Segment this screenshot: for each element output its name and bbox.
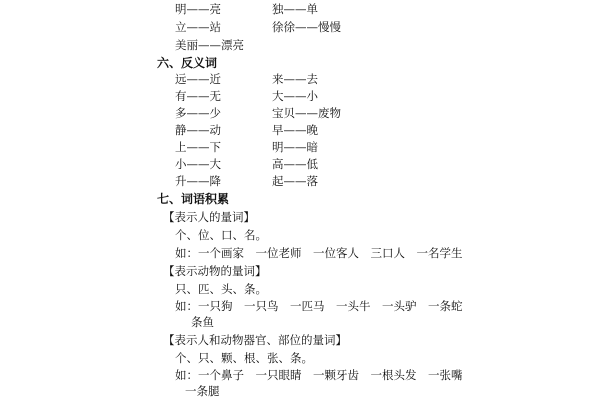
- antonym-pair: 大——小: [272, 89, 318, 103]
- organ-measure-title: 【表示人和动物器官、部位的量词】: [163, 333, 347, 347]
- organ-measure-example: 如：一个鼻子 一只眼睛 一颗牙齿 一根头发 一张嘴: [175, 368, 463, 382]
- antonym-pair: 小——大: [175, 157, 221, 171]
- antonym-pair: 明——暗: [272, 140, 318, 154]
- antonym-pair: 多——少: [175, 106, 221, 120]
- antonym-pair: 上——下: [175, 140, 221, 154]
- antonym-pair: 来——去: [272, 72, 318, 86]
- antonym-pair: 静——动: [175, 123, 221, 137]
- antonym-pair: 有——无: [175, 89, 221, 103]
- people-measure-title: 【表示人的量词】: [163, 210, 255, 224]
- antonym-pair: 起——落: [272, 174, 318, 188]
- antonym-pair: 远——近: [175, 72, 221, 86]
- antonym-pair: 宝贝——废物: [272, 106, 341, 120]
- animal-measure-example: 如：一只狗 一只鸟 一匹马 一头牛 一头驴 一条蛇: [175, 299, 463, 313]
- animal-measure-words: 只、匹、头、条。: [175, 282, 267, 296]
- antonym-pair: 升——降: [175, 174, 221, 188]
- people-measure-example: 如：一个画家 一位老师 一位客人 三口人 一名学生: [175, 246, 463, 260]
- organ-measure-example-cont: 一条腿: [185, 384, 220, 398]
- antonym-pair: 高——低: [272, 157, 318, 171]
- people-measure-words: 个、位、口、名。: [175, 228, 267, 242]
- animal-measure-title: 【表示动物的量词】: [163, 264, 267, 278]
- synonym-pair: 徐徐——慢慢: [272, 20, 341, 34]
- synonym-pair: 独——单: [272, 2, 318, 16]
- synonym-pair: 立——站: [175, 20, 221, 34]
- synonym-pair: 美丽——漂亮: [175, 38, 244, 52]
- antonym-pair: 早——晚: [272, 123, 318, 137]
- vocab-heading: 七、词语积累: [157, 192, 230, 206]
- organ-measure-words: 个、只、颗、根、张、条。: [175, 351, 313, 365]
- animal-measure-example-cont: 条鱼: [191, 315, 214, 329]
- synonym-pair: 明——亮: [175, 2, 221, 16]
- antonyms-heading: 六、反义词: [157, 56, 218, 70]
